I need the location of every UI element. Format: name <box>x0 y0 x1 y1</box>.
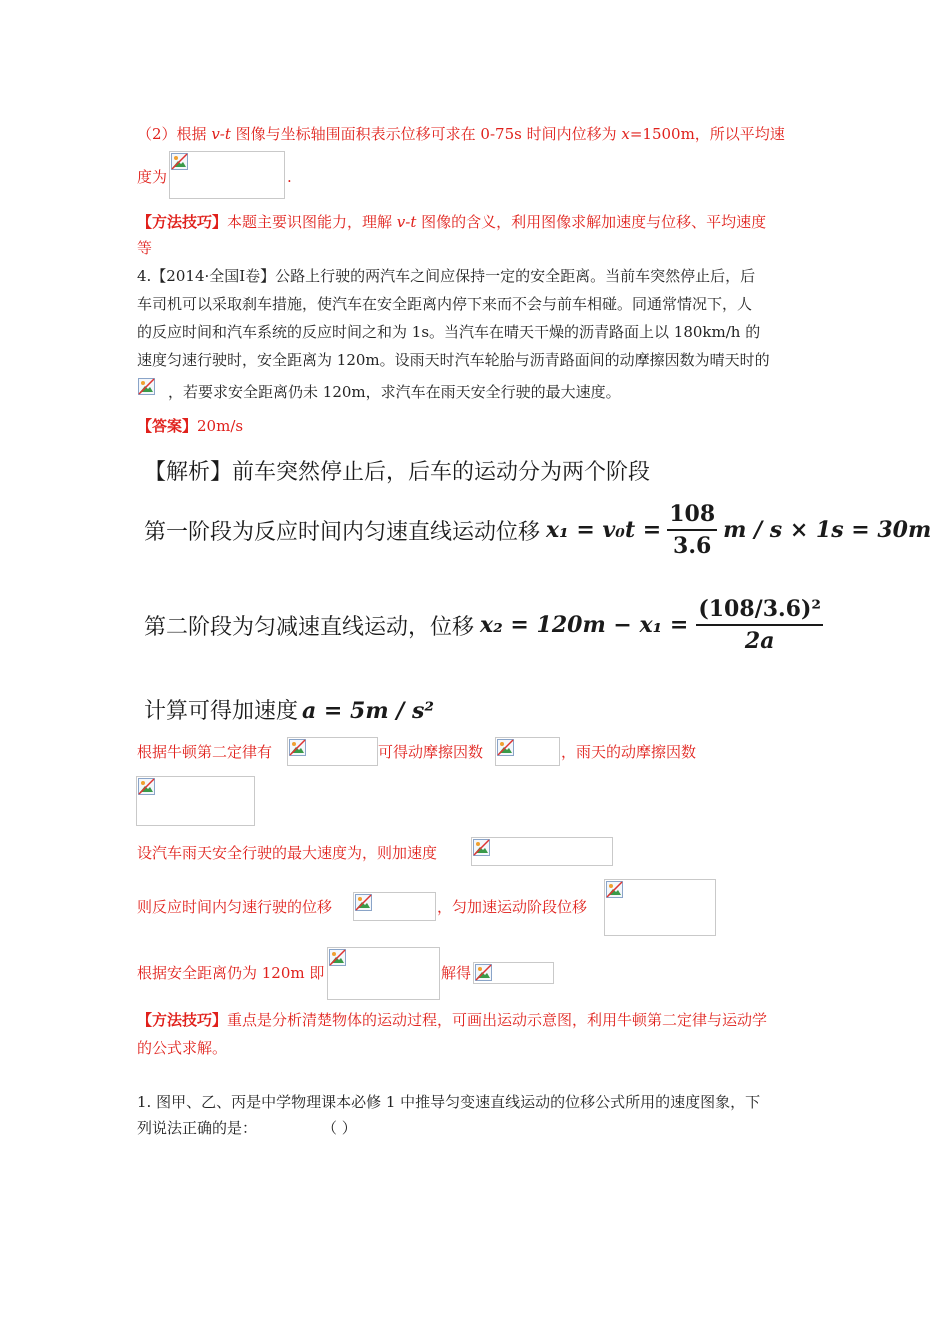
period: . <box>287 168 292 186</box>
step-decel-displacement: ，匀加速运动阶段位移 <box>437 898 588 916</box>
analysis-heading: 【解析】前车突然停止后，后车的运动分为两个阶段 <box>144 460 651 485</box>
broken-image-icon <box>473 839 490 856</box>
formula-image-distance-equation <box>327 947 440 1000</box>
step-rain-friction: ，雨天的动摩擦因数 <box>561 743 697 761</box>
broken-image-icon <box>475 964 492 981</box>
step-newton-law: 根据牛顿第二定律有 <box>137 743 273 761</box>
broken-image-icon <box>289 739 306 756</box>
broken-image-icon <box>355 894 372 911</box>
step-friction-coef: 可得动摩擦因数 <box>378 743 484 761</box>
question-4-line2: 车司机可以采取刹车措施，使汽车在安全距离内停下来而不会与前车相碰。同通常情况下，人 <box>137 295 753 313</box>
broken-image-icon <box>606 881 623 898</box>
formula-image-x1 <box>353 892 436 921</box>
question-4-line1: 4.【2014·全国Ⅰ卷】公路上行驶的两汽车之间应保持一定的安全距离。当前车突然停止后，后 <box>137 267 756 285</box>
question-4-line5: ，若要求安全距离仍未 120m，求汽车在雨天安全行驶的最大速度。 <box>168 383 621 401</box>
question-4-line3: 的反应时间和汽车系统的反应时间之和为 1s。当汽车在晴天干燥的沥青路面上以 180km/h 的 <box>137 323 761 341</box>
method-tip-1-line2: 等 <box>137 239 153 257</box>
step-solve: 解得 <box>441 964 472 982</box>
broken-image-icon <box>497 739 514 756</box>
step-safe-distance: 根据安全距离仍为 120m 即 <box>137 964 325 982</box>
answer-parentheses: （ ） <box>322 1119 357 1137</box>
step-reaction-displacement: 则反应时间内匀速行驶的位移 <box>137 898 333 916</box>
formula-image-friction <box>495 737 560 766</box>
answer: 【答案】20m/s <box>137 417 244 435</box>
formula-image-newton <box>287 737 378 766</box>
broken-image-icon <box>138 378 155 395</box>
solution-part2-line1: （2）根据 v-t 图像与坐标轴围面积表示位移可求在 0-75s 时间内位移为 x=1500m，所以平均速 <box>137 125 785 143</box>
formula-image-x2 <box>604 879 716 936</box>
question-1-line2: 列说法正确的是： <box>137 1119 258 1137</box>
broken-image-icon <box>329 949 346 966</box>
broken-image-icon <box>138 778 155 795</box>
broken-image-icon <box>171 153 188 170</box>
analysis-stage1: 第一阶段为反应时间内匀速直线运动位移 x₁ = v₀t = $\frac{108}{3.6}$ m / s × 1s = 30m <box>144 501 932 559</box>
formula-image-rain-friction <box>136 776 255 826</box>
analysis-acceleration: 计算可得加速度 a = 5m / s² <box>144 698 434 724</box>
step-max-speed: 设汽车雨天安全行驶的最大速度为，则加速度 <box>137 844 438 862</box>
method-tip-2-line1: 【方法技巧】重点是分析清楚物体的运动过程，可画出运动示意图，利用牛顿第二定律与运动学 <box>137 1011 768 1029</box>
formula-image-fraction <box>137 377 159 403</box>
question-1-line1: 1. 图甲、乙、丙是中学物理课本必修 1 中推导匀变速直线运动的位移公式所用的速度图象，下 <box>137 1093 761 1111</box>
formula-image-average-velocity <box>169 151 285 199</box>
question-4-line4: 速度匀速行驶时，安全距离为 120m。设雨天时汽车轮胎与沥青路面间的动摩擦因数为晴天时的 <box>137 351 770 369</box>
fraction-velocity-squared-over-2a: $\frac{\text{(108/3.6)²}}{2a}$ <box>698 596 822 654</box>
fraction-108-over-3.6: $\frac{108}{3.6}$ <box>669 501 716 559</box>
formula-image-acceleration <box>471 837 613 866</box>
solution-part2-line2: 度为 <box>137 168 168 186</box>
formula-image-result <box>473 962 554 984</box>
method-tip-2-line2: 的公式求解。 <box>137 1039 228 1057</box>
method-tip-1-line1: 【方法技巧】本题主要识图能力，理解 v-t 图像的含义，利用图像求解加速度与位移、平均速度 <box>137 213 767 231</box>
analysis-stage2: 第二阶段为匀减速直线运动，位移 x₂ = 120m − x₁ = $\frac{\text{(108/3.6)²}}{2a}$ <box>144 596 822 654</box>
